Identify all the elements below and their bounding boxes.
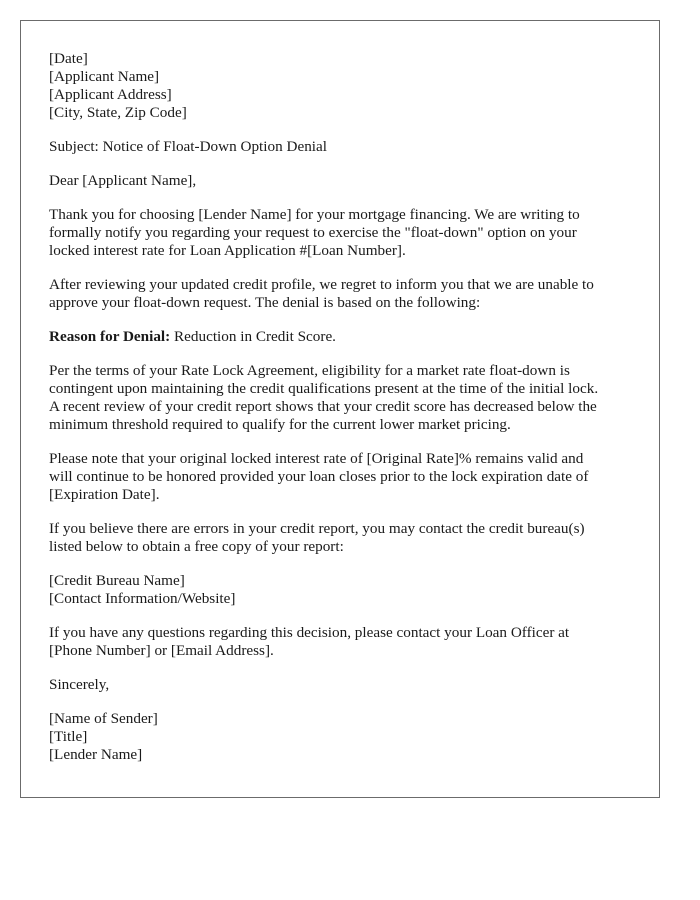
reason-text: Reduction in Credit Score. [170, 328, 336, 345]
terms-line: contingent upon maintaining the credit qualifications present at the time of the initial lock. [49, 380, 599, 397]
questions-paragraph [49, 624, 631, 660]
closing: Sincerely, [49, 676, 110, 693]
note-line: will continue to be honored provided your loan closes prior to the lock expiration date of [49, 468, 589, 485]
review-line: approve your float-down request. The denial is based on the following: [49, 294, 481, 311]
bureau-block [49, 572, 631, 608]
intro-line: formally notify you regarding your request to exercise the "float-down" option on your [49, 224, 577, 241]
questions-line: [Phone Number] or [Email Address]. [49, 642, 274, 659]
intro-line: locked interest rate for Loan Application #[Loan Number]. [49, 242, 406, 259]
terms-paragraph [49, 362, 631, 434]
signature-block [49, 710, 631, 764]
salutation: Dear [Applicant Name], [49, 172, 197, 189]
subject-line: Subject: Notice of Float-Down Option Denial [49, 138, 327, 155]
errors-line: If you believe there are errors in your credit report, you may contact the credit bureau(s) [49, 520, 585, 537]
sender-name-line: [Name of Sender] [49, 710, 158, 727]
review-paragraph [49, 276, 631, 312]
date-line: [Date] [49, 50, 88, 67]
reason-paragraph [49, 328, 631, 346]
intro-line: Thank you for choosing [Lender Name] for your mortgage financing. We are writing to [49, 206, 580, 223]
bureau-contact-line: [Contact Information/Website] [49, 590, 236, 607]
errors-line: listed below to obtain a free copy of your report: [49, 538, 344, 555]
note-line: Please note that your original locked interest rate of [Original Rate]% remains valid and [49, 450, 584, 467]
note-paragraph [49, 450, 631, 504]
recipient-block [49, 50, 631, 122]
terms-line: A recent review of your credit report shows that your credit score has decreased below the [49, 398, 597, 415]
intro-paragraph [49, 206, 631, 260]
bureau-name-line: [Credit Bureau Name] [49, 572, 185, 589]
applicant-address-line: [Applicant Address] [49, 86, 172, 103]
note-line: [Expiration Date]. [49, 486, 160, 503]
reason-label: Reason for Denial: [49, 328, 171, 345]
review-line: After reviewing your updated credit profile, we regret to inform you that we are unable to [49, 276, 594, 293]
terms-line: minimum threshold required to qualify for the current lower market pricing. [49, 416, 511, 433]
errors-paragraph [49, 520, 631, 556]
terms-line: Per the terms of your Rate Lock Agreement, eligibility for a market rate float-down is [49, 362, 570, 379]
applicant-name-line: [Applicant Name] [49, 68, 160, 85]
lender-name-line: [Lender Name] [49, 746, 143, 763]
city-state-zip-line: [City, State, Zip Code] [49, 104, 187, 121]
questions-line: If you have any questions regarding this decision, please contact your Loan Officer at [49, 624, 570, 641]
sender-title-line: [Title] [49, 728, 88, 745]
letter-document [20, 20, 660, 798]
